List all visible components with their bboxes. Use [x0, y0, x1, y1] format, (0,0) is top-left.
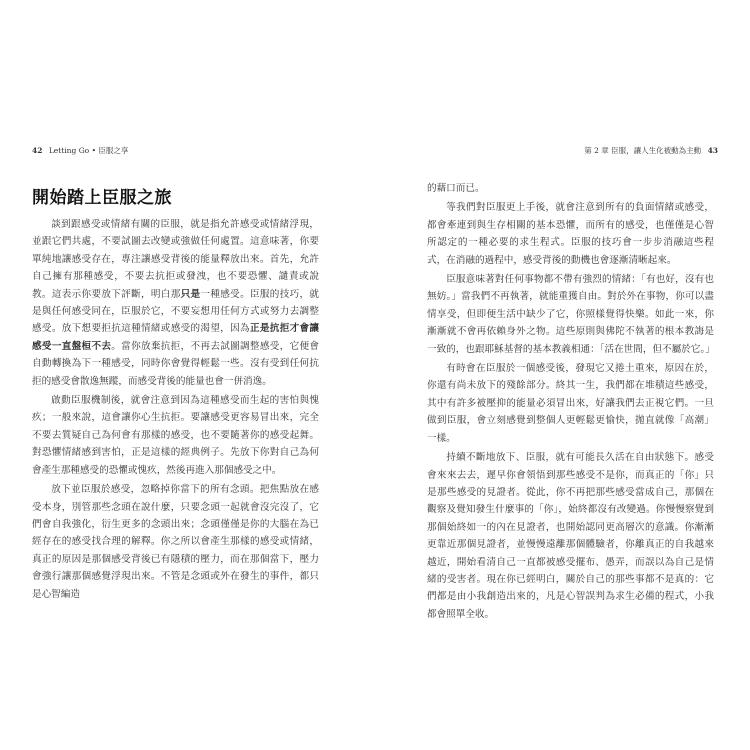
right-page-number: 43 [707, 146, 718, 155]
body-paragraph [427, 360, 714, 447]
body-paragraph [32, 392, 319, 479]
left-running-header [28, 145, 128, 156]
right-header-chapter: 第 2 章 [584, 146, 609, 155]
paragraph-text: 持續不斷地放下、臣服，就有可能長久活在自由狀態下。感受會來來去去，遲早你會領悟到那些感受不是你，而真正的「你」只是那些感受的見證者。從此，你不再把那些感受當成自己，那個在觀察及覺知發生什麼事的「你」，始終都沒有改變過。你慢慢察覺到那個始終如一的內在見證者，也開始認同更高層次的意識。你漸漸更靠近那個見證者，並慢慢遠離那個體驗者，你離真正的自我越來越近，開始看清自己一直都被感受擺布、愚弄，而誤以為自己是情緒的受害者。現在你已經明白，關於自己的那些事都不是真的：它們都是由小我創造出來的，凡是心智誤判為求生必備的程式，小我都會照單全收。 [427, 452, 714, 620]
emphasized-text: 只是 [180, 288, 201, 300]
paragraph-text: 臣服意味著對任何事物都不帶有強烈的情緒：「有也好，沒有也無妨。」當我們不再執著，就能重獲自由。對於外在事物，你可以盡情享受，但即便生活中缺少了它，你照樣覺得快樂。如此一來，你漸漸就不會再依賴身外之物。這些原則與佛陀不執著的根本教誨是一致的，也跟耶穌基督的基本教義相通：「活在世間，但不屬於它。」 [427, 274, 715, 355]
paragraph-text: 等我們對臣服更上手後，就會注意到所有的負面情緒或感受，都會牽連到與生存相關的基本恐懼，而所有的感受，也僅僅是心智所認定的一種必要的求生程式。臣服的技巧會一步步消融這些程式，在消融的過程中，感受背後的動機也會逐漸清晰起來。 [427, 202, 714, 266]
body-paragraph [427, 449, 714, 623]
left-page-number: 42 [32, 146, 43, 155]
body-paragraph [427, 180, 714, 197]
body-paragraph [427, 199, 714, 269]
paragraph-text: 放下並臣服於感受，忽略掉你當下的所有念頭。把焦點放在感受本身，別管那些念頭在說什麼，只要念頭一起就會沒完沒了，它們會自我強化，衍生更多的念頭出來；念頭僅僅是你的大腦在為已經存在的感受找合理的解釋。你之所以會產生那樣的感受或情緒，真正的原因是那個感受背後已有隱積的壓力，而在那個當下，壓力會強行讓那個感覺浮現出來。不管是念頭或外在發生的事件，都只是心智編造 [32, 484, 319, 600]
paragraph-text: 啟動臣服機制後，就會注意到因為這種感受而生起的害怕與愧疚；一般來說，這會讓你心生抗拒。要讓感受更容易冒出來，完全不要去質疑自己為何會有那樣的感受，也不要隨著你的感受起舞。對恐懼情緒感到害怕，正是這樣的經典例子。先放下你對自己為何會產生那種感受的恐懼或愧疚，然後再進入那個感受之中。 [32, 395, 319, 476]
left-body-text [32, 216, 319, 605]
paragraph-text: 的藉口而已。 [427, 183, 485, 194]
right-running-header [584, 145, 722, 156]
right-page [375, 0, 750, 750]
chapter-heading: 開始踏上臣服之旅 [32, 188, 172, 208]
right-body-text [427, 180, 714, 625]
body-paragraph [427, 271, 714, 358]
emphasized-text: 正是抗拒才會讓感受一直盤桓不去 [32, 323, 320, 352]
body-paragraph [32, 216, 319, 390]
paragraph-text: 。當你放棄抗拒，不再去試圖調整感受，它便會自動轉換為下一種感受，同時你會覺得輕鬆一些。沒有受到任何抗拒的感受會散逸無蹤，而感受背後的能量也會一併消逸。 [32, 340, 320, 387]
paragraph-text: 有時會在臣服於一個感受後，發現它又捲土重來，原因在於，你還有尚未放下的殘餘部分。終其一生，我們都在堆積這些感受，其中有許多被壓抑的能量必須冒出來，好讓我們去正視它們。一旦做到臣服，會立刻感覺到整個人更輕鬆更愉快，拋直就像「高潮」一樣。 [427, 363, 714, 444]
right-header-title: 臣服，讓人生化被動為主動 [611, 146, 702, 155]
paragraph-text: 一種感受。臣服的技巧，就是與任何感受同在，臣服於它，不要妄想用任何方式或努力去調整感受。放下想要拒抗這種情緒或感受的渴望，因為 [32, 288, 320, 335]
paragraph-text: 談到跟感受或情緒有關的臣服，就是指允許感受或情緒浮現，並跟它們共處，不要試圖去改變或強做任何處置。這意味著，你要單純地讓感受存在，專注讓感受背後的能量釋放出來。首先，允許自己擁有那種感受，不要去抗拒或發洩，也不要恐懼、譴責或說教。這表示你要放下評斷，明白那 [32, 219, 319, 300]
left-header-title: Letting Go • 臣服之享 [48, 146, 129, 155]
body-paragraph [32, 481, 319, 603]
